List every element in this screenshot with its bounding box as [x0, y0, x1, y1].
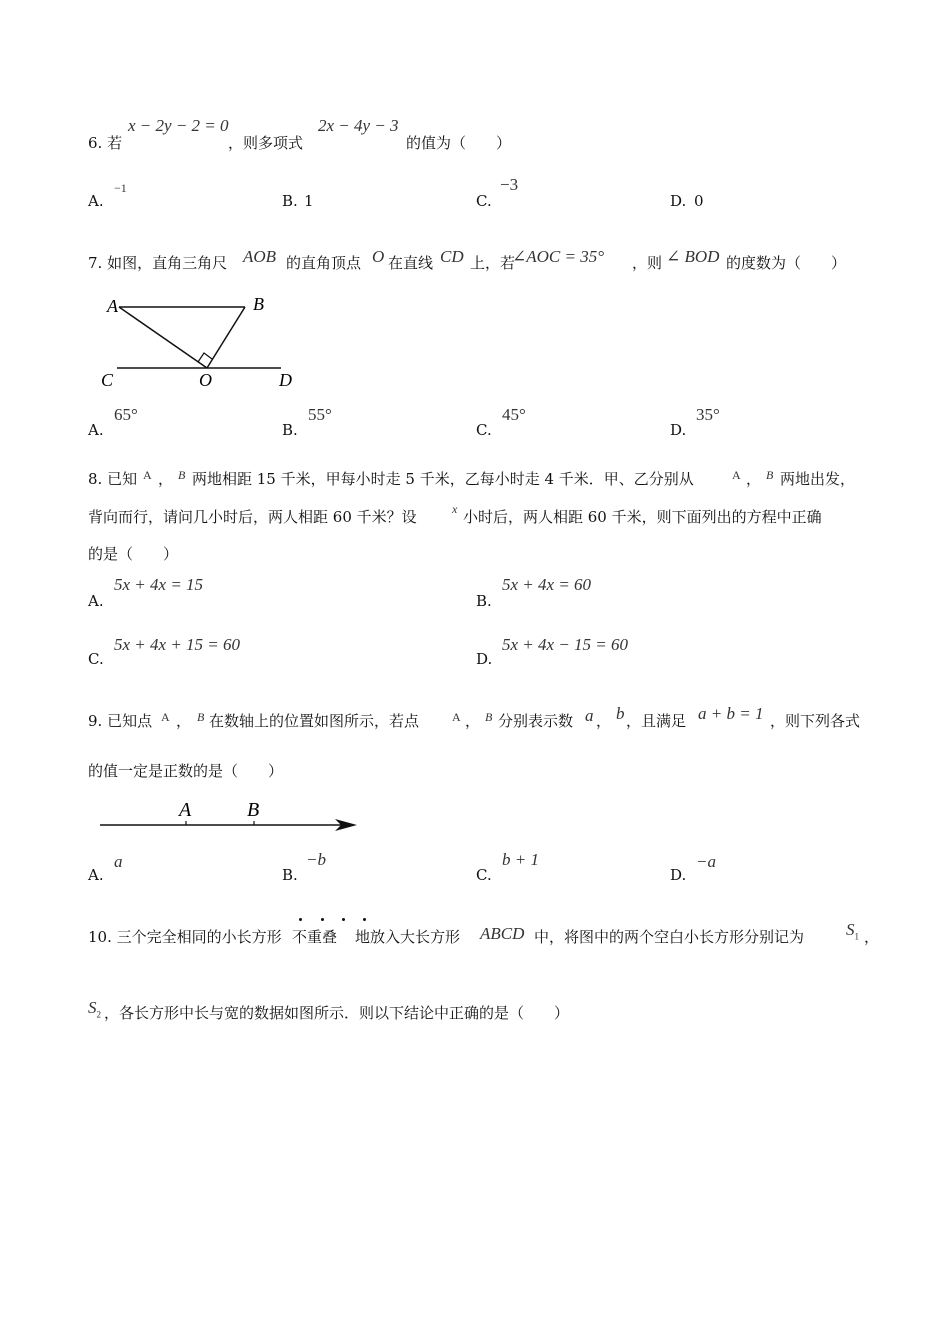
q7-option-a-label: A.: [88, 421, 104, 439]
emphasis-dot: [363, 918, 366, 921]
q8-point-a: A: [143, 468, 152, 482]
q7-angle-aoc: ∠AOC = 35°: [512, 247, 605, 266]
q10-line1-a: 10. 三个完全相同的小长方形: [88, 928, 282, 946]
q7-line-cd: CD: [440, 247, 464, 266]
q7-triangle-figure: [95, 290, 305, 392]
label-a: A: [107, 296, 118, 316]
q9-point-a: A: [161, 710, 170, 724]
q6-option-a-value: −1: [114, 181, 127, 195]
q6-option-b-label: B.: [282, 192, 298, 210]
q9-line2: 的值一定是正数的是（ ）: [88, 762, 284, 780]
q8-option-a-value: 5x + 4x = 15: [114, 575, 204, 594]
q7-text-6: 的度数为（ ）: [726, 254, 847, 272]
q7-text-1: 7. 如图，直角三角尺: [88, 254, 228, 272]
q9-option-c-value: b + 1: [502, 850, 539, 869]
q10-line1-d: ，: [864, 928, 880, 946]
q6-option-c-label: C.: [476, 192, 492, 210]
label-b: B: [253, 294, 264, 314]
q6-expression: 2x − 4y − 3: [318, 116, 399, 135]
q6-option-a-label: A.: [88, 192, 104, 210]
s1-subscript: 1: [854, 931, 859, 942]
q7-option-c-label: C.: [476, 421, 492, 439]
q10-s2: [88, 998, 101, 1019]
q9-line1-g: ，则下列各式: [770, 712, 861, 730]
q9-line1-e: 分别表示数: [498, 712, 574, 730]
q10-s1: [846, 920, 859, 941]
emphasis-dot: [321, 918, 324, 921]
q9-option-a-label: A.: [88, 866, 104, 884]
q9-comma: ，: [596, 712, 612, 730]
q7-text-2: 的直角顶点: [286, 254, 362, 272]
q6-prefix: 6. 若: [88, 134, 123, 152]
q9-line1-b: ，: [176, 712, 192, 730]
q10-line1-b: 地放入大长方形: [355, 928, 461, 946]
q9-number-line: [95, 792, 360, 838]
q9-line1-f: ，且满足: [626, 712, 687, 730]
q6-option-b-value: 1: [304, 192, 314, 210]
q9-condition: a + b = 1: [698, 704, 764, 723]
q6-equation: x − 2y − 2 = 0: [128, 116, 229, 135]
label-c: C: [101, 370, 114, 390]
q9-option-b-label: B.: [282, 866, 298, 884]
q6-suffix: 的值为（ ）: [406, 134, 512, 152]
q8-line1-b: ，: [158, 470, 174, 488]
q8-option-c-label: C.: [88, 650, 104, 668]
q9-var-b: b: [616, 704, 625, 723]
right-angle-mark: [198, 353, 212, 362]
q8-line2-b: 小时后，两人相距 60 千米，则下面列出的方程中正确: [463, 508, 822, 526]
point-label-b: B: [247, 799, 260, 821]
q7-angle-bod: ∠ BOD: [666, 247, 720, 266]
q8-option-b-value: 5x + 4x = 60: [502, 575, 592, 594]
q9-var-a: a: [585, 706, 594, 725]
q9-option-c-label: C.: [476, 866, 492, 884]
q7-option-b-label: B.: [282, 421, 298, 439]
q8-variable-x: x: [452, 502, 458, 516]
q10-emphasis: 不重叠: [292, 928, 338, 946]
q7-option-d-value: 35°: [696, 405, 720, 424]
q9-line1-c: 在数轴上的位置如图所示，若点: [209, 712, 420, 730]
q8-point-a-2: A: [732, 468, 741, 482]
q8-line3: 的是（ ）: [88, 545, 179, 563]
q7-option-c-value: 45°: [502, 405, 526, 424]
segment-bo: [207, 307, 245, 368]
q9-line1-d: ，: [465, 712, 481, 730]
q10-rect-abcd: ABCD: [480, 924, 525, 943]
q7-option-b-value: 55°: [308, 405, 332, 424]
q9-option-a-value: a: [114, 852, 123, 871]
q9-option-b-value: −b: [306, 850, 326, 869]
s2-subscript: 2: [96, 1009, 101, 1020]
q8-option-c-value: 5x + 4x + 15 = 60: [114, 635, 241, 654]
q6-mid-text: ，则多项式: [228, 134, 304, 152]
q7-option-a-value: 65°: [114, 405, 138, 424]
q8-option-b-label: B.: [476, 592, 492, 610]
q7-text-5: ，则: [632, 254, 663, 272]
label-d: D: [279, 370, 292, 390]
point-label-a: A: [179, 799, 192, 821]
q9-point-b-2: B: [485, 710, 493, 724]
q8-point-b-2: B: [766, 468, 774, 482]
q9-point-a-2: A: [452, 710, 461, 724]
emphasis-dot: [299, 918, 302, 921]
q9-line1-a: 9. 已知点: [88, 712, 153, 730]
q9-point-b: B: [197, 710, 205, 724]
q10-line1-c: 中，将图中的两个空白小长方形分别记为: [534, 928, 805, 946]
q7-text-4: 上，若: [470, 254, 516, 272]
q7-triangle-name: AOB: [243, 247, 277, 266]
q9-option-d-label: D.: [670, 866, 687, 884]
q8-line2-a: 背向而行，请问几小时后，两人相距 60 千米？设: [88, 508, 417, 526]
q8-point-b: B: [178, 468, 186, 482]
q10-line2: ，各长方形中长与宽的数据如图所示．则以下结论中正确的是（ ）: [104, 1004, 570, 1022]
q7-text-3: 在直线: [388, 254, 434, 272]
q9-option-d-value: −a: [696, 852, 716, 871]
q8-option-d-label: D.: [476, 650, 493, 668]
q8-line1-c: 两地相距 15 千米，甲每小时走 5 千米，乙每小时走 4 千米．甲、乙分别从: [192, 470, 694, 488]
emphasis-dot: [342, 918, 345, 921]
label-o: O: [199, 370, 212, 390]
q7-vertex-o: O: [372, 247, 385, 266]
q6-option-c-value: −3: [500, 175, 519, 194]
q8-option-d-value: 5x + 4x − 15 = 60: [502, 635, 629, 654]
q6-option-d-label: D.: [670, 192, 687, 210]
segment-ao: [119, 307, 207, 368]
s1-letter: S: [846, 920, 855, 939]
q6-option-d-value: 0: [694, 192, 704, 210]
q7-option-d-label: D.: [670, 421, 687, 439]
q8-line1-e: 两地出发，: [780, 470, 856, 488]
q8-line1-d: ，: [746, 470, 762, 488]
s2-letter: S: [88, 998, 97, 1017]
q8-line1-a: 8. 已知: [88, 470, 138, 488]
q8-option-a-label: A.: [88, 592, 104, 610]
